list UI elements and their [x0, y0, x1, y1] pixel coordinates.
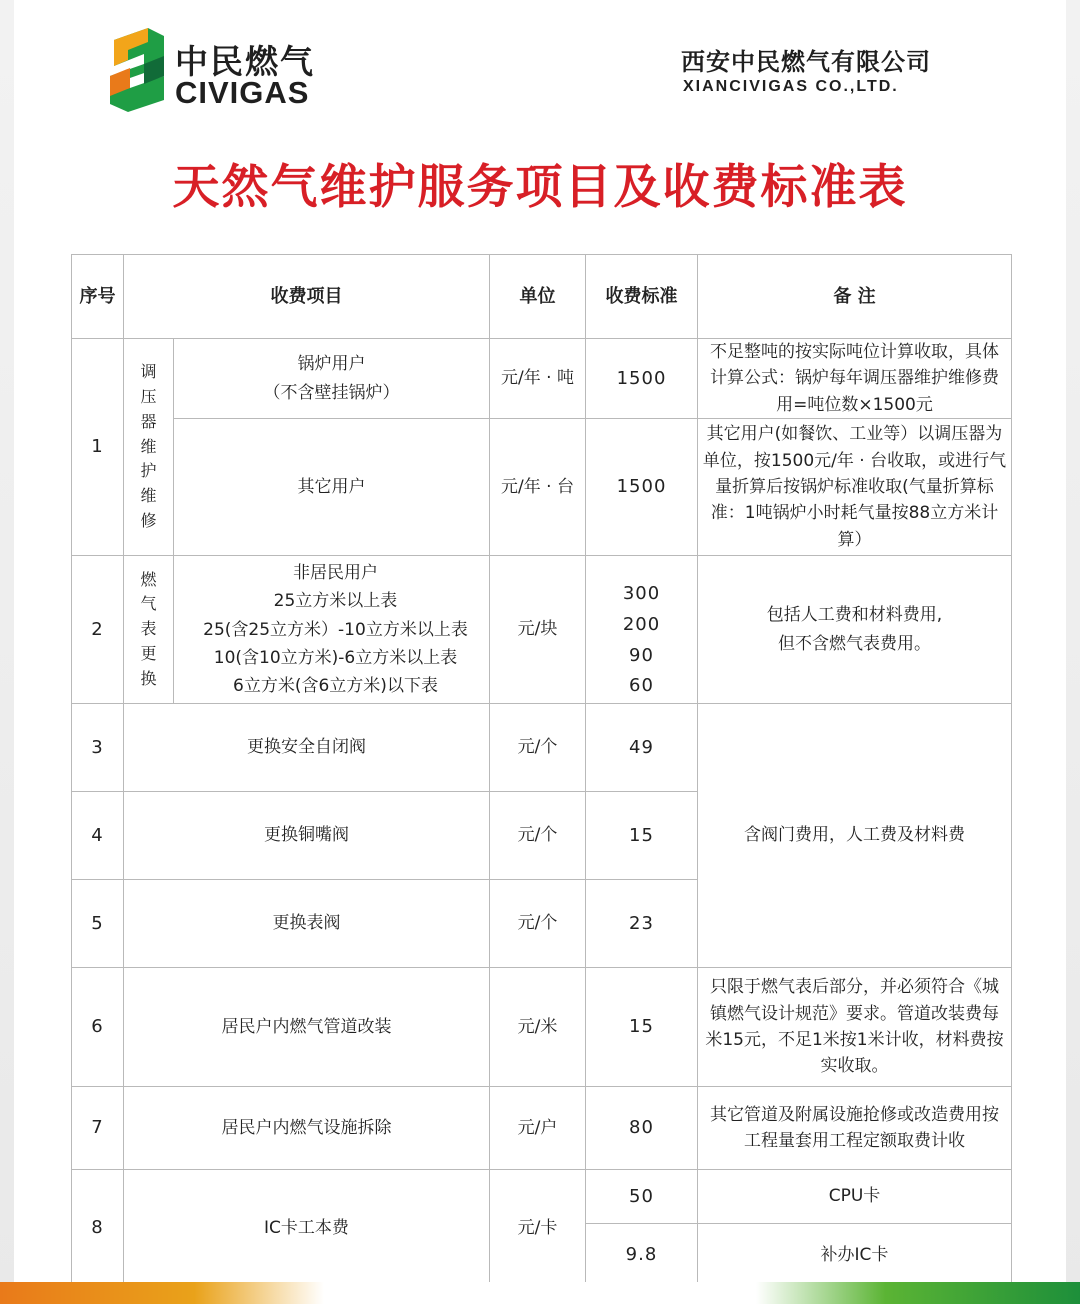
- header-seq: 序号: [72, 255, 124, 339]
- header-item: 收费项目: [124, 255, 490, 339]
- row7-seq: 7: [72, 1087, 124, 1170]
- row2-category-text: 燃气表更换: [140, 569, 157, 688]
- row6-fee: 15: [586, 968, 698, 1087]
- row8a-fee: 50: [586, 1170, 698, 1224]
- civigas-s-logo-icon: [108, 26, 166, 112]
- row5-seq: 5: [72, 880, 124, 968]
- row3-unit: 元/个: [490, 704, 586, 792]
- row2-item-line: 6立方米(含6立方米)以下表: [233, 675, 438, 696]
- header-unit: 单位: [490, 255, 586, 339]
- row7-item: 居民户内燃气设施拆除: [124, 1087, 490, 1170]
- row2-fee: 90: [629, 644, 654, 666]
- row1a-unit: 元/年 · 吨: [490, 339, 586, 419]
- row1b-note: 其它用户(如餐饮、工业等）以调压器为单位，按1500元/年 · 台收取，或进行气量折算后按锅炉标准收取(气量折算标准：1吨锅炉小时耗气量按88立方米计算）: [698, 419, 1012, 556]
- row7-fee: 80: [586, 1087, 698, 1170]
- table-row: [72, 339, 1012, 419]
- row8-seq: 8: [72, 1170, 124, 1287]
- table-row: [72, 968, 1012, 1087]
- row1b-unit: 元/年 · 台: [490, 419, 586, 556]
- row1a-item: [174, 339, 490, 419]
- row2-item-line: 10(含10立方米)-6立方米以上表: [213, 647, 458, 668]
- row4-unit: 元/个: [490, 792, 586, 880]
- row2-unit: 元/块: [490, 556, 586, 704]
- row1b-item: 其它用户: [174, 419, 490, 556]
- table-row: [72, 1170, 1012, 1224]
- row3-item: 更换安全自闭阀: [124, 704, 490, 792]
- row5-fee: 23: [586, 880, 698, 968]
- rows3-5-shared-note: 含阀门费用，人工费及材料费: [698, 704, 1012, 968]
- row8-item: IC卡工本费: [124, 1170, 490, 1287]
- row2-note: [698, 556, 1012, 704]
- row1b-fee: 1500: [586, 419, 698, 556]
- table-row: [72, 704, 1012, 792]
- row8b-note: 补办IC卡: [698, 1224, 1012, 1287]
- row2-note-line2: 但不含燃气表费用。: [778, 633, 931, 654]
- row4-item: 更换铜嘴阀: [124, 792, 490, 880]
- company-name-cn: 西安中民燃气有限公司: [681, 48, 931, 76]
- row3-fee: 49: [586, 704, 698, 792]
- table-row: [72, 556, 1012, 704]
- row6-unit: 元/米: [490, 968, 586, 1087]
- page-title: 天然气维护服务项目及收费标准表: [172, 160, 908, 215]
- row2-item-line: 非居民用户: [293, 563, 378, 584]
- row8-unit: 元/卡: [490, 1170, 586, 1287]
- row1-category: [124, 339, 174, 556]
- row2-category: [124, 556, 174, 704]
- row5-item: 更换表阀: [124, 880, 490, 968]
- header-note: 备 注: [698, 255, 1012, 339]
- row1a-item-line2: （不含壁挂锅炉）: [263, 382, 400, 403]
- row4-fee: 15: [586, 792, 698, 880]
- row2-note-line1: 包括人工费和材料费用,: [766, 604, 943, 625]
- brand-name-cn: 中民燃气: [175, 42, 315, 81]
- row7-unit: 元/户: [490, 1087, 586, 1170]
- header-fee: 收费标准: [586, 255, 698, 339]
- row2-fee: 60: [629, 675, 654, 697]
- row1-seq: 1: [72, 339, 124, 556]
- row2-item: [174, 556, 490, 704]
- row3-seq: 3: [72, 704, 124, 792]
- row2-fee: 300: [622, 583, 661, 605]
- row4-seq: 4: [72, 792, 124, 880]
- row2-item-line: 25(含25立方米）-10立方米以上表: [203, 619, 468, 640]
- fee-standard-table: [71, 254, 1012, 1287]
- table-header-row: [72, 255, 1012, 339]
- row7-note: 其它管道及附属设施抢修或改造费用按工程量套用工程定额取费计收: [698, 1087, 1012, 1170]
- row1a-item-line1: 锅炉用户: [297, 353, 366, 374]
- row2-fee: 200: [622, 613, 661, 635]
- row2-fees: [586, 556, 698, 704]
- row1a-note: 不足整吨的按实际吨位计算收取，具体计算公式：锅炉每年调压器维护维修费用=吨位数×1500元: [698, 339, 1012, 419]
- row8a-note: CPU卡: [698, 1170, 1012, 1224]
- bottom-color-band: [0, 1282, 1080, 1304]
- brand-name-en: CIVIGAS: [175, 75, 310, 110]
- row6-seq: 6: [72, 968, 124, 1087]
- row8b-fee: 9.8: [586, 1224, 698, 1287]
- row6-note: 只限于燃气表后部分，并必须符合《城镇燃气设计规范》要求。管道改装费每米15元，不足1米按1米计收，材料费按实收取。: [698, 968, 1012, 1087]
- row1a-fee: 1500: [586, 339, 698, 419]
- row6-item: 居民户内燃气管道改装: [124, 968, 490, 1087]
- company-name-en: XIANCIVIGAS CO.,LTD.: [683, 78, 899, 95]
- table-row: [72, 1087, 1012, 1170]
- table-row: [72, 419, 1012, 556]
- row5-unit: 元/个: [490, 880, 586, 968]
- row2-seq: 2: [72, 556, 124, 704]
- row2-item-line: 25立方米以上表: [273, 591, 398, 612]
- row1-category-text: 调压器维护维修: [140, 362, 157, 530]
